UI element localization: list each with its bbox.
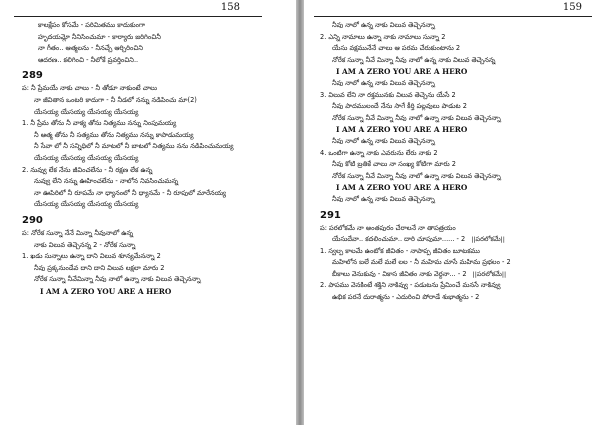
page-number-left: 158 — [220, 2, 240, 13]
english-refrain-line: I AM A ZERO YOU ARE A HERO — [336, 183, 468, 193]
lyric-line: నా ఊపిరిలో నీ రూపమే నా ధ్యానంలో నీ ధ్యానమే - నీ రూపులో మారేనయ్య — [34, 188, 227, 197]
lyric-line: నీవు నాలో ఉన్న నాకు విలువ తెచ్చెనన్నా — [332, 136, 435, 145]
lyric-line: నోరేక సున్నా నీవే మిన్నా నీవు నాలో ఉన్న నాకు విలువ తెచ్చెనన్న — [332, 55, 496, 64]
lyric-line: యేసయ్య యేసయ్య యేసయ్య యేసయ్య — [34, 153, 139, 162]
lyric-line: నీవు పాదములందే నేను సాగే కీర్తి పల్లవులు పాడుట 2 — [332, 102, 467, 111]
lyric-line: నీవు కోటి బ్రతికే చాలు నా సంఖ్య కోటిగా మారు 2 — [332, 160, 457, 169]
right-page-body — [320, 20, 594, 304]
intro-line: ఆదరణ.. కలిగించి - నీలోకే ప్రవర్తించిని.. — [38, 55, 139, 64]
lyric-line: యేసయ్య యేసయ్య యేసయ్య యేసయ్య — [34, 200, 139, 209]
refrain-mark: ||పరలోకమే|| — [472, 269, 507, 278]
lyric-line: ఉభిక పరనే దురాత్మను - ఎదురించి పోరాడే శుభాత్మను - 2 — [332, 293, 480, 302]
song-number-289: 289 — [22, 70, 43, 82]
lyric-line: నోరేక సున్నా నీవేమిన్నా నీవు నాలో ఉన్నా నాకు విలువ తెచ్చెనన్నా — [34, 275, 201, 284]
lyric-text: బీకాలు వెనుకువు - వికాస జీవితం నాకు వెర్దనా... - 2 — [332, 269, 467, 278]
lyric-line: యేసు వక్షమునేనే చాలు ఆ పరమ చేరుకుంటాను 2 — [332, 44, 461, 53]
lyric-line: నోరేక సున్నా నీవే మిన్నా నీవు నాలో ఉన్నా నాకు విలువ తెచ్చెనన్నా — [332, 113, 501, 122]
lyric-line: నాకు విలువ తెచ్చెనన్న 2 - నోరేక సున్నా — [34, 240, 136, 249]
lyric-line: 1. ఖడు సున్నాలు ఉన్నా దాని విలువ శూన్యమేనన్నా 2 — [22, 252, 161, 261]
lyric-line: 2. ఎన్ని నామాలు ఉన్నా నాకు నామాలు సున్నా 2 — [320, 32, 446, 41]
lyric-line: యేసయ్య యేసయ్య యేసయ్య యేసయ్య — [34, 107, 139, 116]
lyric-line: ప: పరలోకమే నా అంతపురం చేరాలనే నా తాపత్రయం — [320, 223, 456, 232]
lyric-line: నోరేక సున్నా నీవే మిన్నా నీవు నాలో ఉన్నా నాకు విలువ తెచ్చెనన్నా — [332, 171, 501, 180]
left-page — [0, 0, 292, 425]
lyric-line: 2. నువ్వు లేక నేను జీవించలేను - నీ రక్షణ లేక ఉన్న — [22, 165, 153, 174]
lyric-line: నీ సేవా లో నీ సన్నిధిలో నీ మాటలో నీ బాటలో నిత్యము నను నడిపించుమయ్య — [34, 142, 234, 151]
song-number-290: 290 — [22, 214, 43, 226]
lyric-line: 1. స్వల్ప కాలమే ఉంటోక జీవితం - నాపాప్ప జీవితం బూటకము — [320, 246, 480, 255]
lyric-line: 2. పాపము వెనకింటే శక్తిని నాకివ్వు - పడుటను ప్రేమించే మనసే నాకివ్వు — [320, 281, 501, 290]
lyric-text: యేసుదేవా.. కదలించుమా.. దారి చూపుమా...... - 2 — [332, 235, 466, 244]
lyric-line: ప: నీ ప్రేమయే నాకు చాలు - నీ తోడూ నాకుంటే చాలు — [22, 84, 157, 93]
lyric-line: నీ ఆత్మ తోను నీ సత్యము తోను నిత్యము నన్ను కాపాడుమయ్య — [34, 130, 194, 139]
lyric-line: 1. నీ ప్రేమ తోను నీ వాక్య తోను నిత్యము నన్ను నింపుమయ్య — [22, 119, 177, 128]
english-refrain-line: I AM A ZERO YOU ARE A HERO — [40, 286, 172, 296]
lyric-line: నువ్వు లేని నన్ను ఊహించలేను - నాలోన నివసించుమన్న — [34, 177, 179, 186]
lyric-line: 3. విలువ లేని నా రక్తమునకు విలువ తెచ్చెను యేసే 2 — [320, 90, 456, 99]
lyric-line: నీవు నాలో ఉన్న నాకు విలువ తెచ్చెనన్నా — [332, 21, 435, 29]
header-rule-right — [314, 16, 592, 17]
lyric-line: నీవు నాలో ఉన్న నాకు విలువ తెచ్చెనన్నా — [332, 78, 435, 87]
book-gutter — [296, 0, 304, 425]
lyric-line: మహిలోన బలే మలే మలే లల - నీ మహిమ చూసే మహిమ ప్రభలం - 2 — [332, 258, 511, 267]
lyric-line — [320, 234, 594, 246]
right-page — [308, 0, 600, 425]
lyric-line: 4. ఒంటిగా ఉన్నా నాకు ఎవరును లేరు నాకు 2 — [320, 148, 438, 157]
page-number-right: 159 — [562, 2, 582, 13]
left-page-body — [22, 20, 284, 297]
refrain-mark: ||పరలోకమే|| — [471, 235, 505, 244]
intro-line: హృదయమ్లో నీనిసించుమా - కార్యారు జరిగించినీ — [38, 32, 161, 41]
lyric-line — [320, 269, 594, 281]
lyric-line: నీవు నాలో ఉన్న నాకు విలువ తెచ్చెనన్నా — [332, 194, 435, 203]
english-refrain-line: I AM A ZERO YOU ARE A HERO — [336, 125, 468, 135]
lyric-line: ప: నోరేక సున్నా నేనే మిన్నా నీవునాలో ఉన్న — [22, 228, 134, 237]
intro-line: నా గీతం.. ఆత్మలను - నీనచ్చే ఆర్చిరించిని — [38, 44, 144, 53]
intro-line: కాలక్షేపం కోసమే - పరిమితము కాదుకుంగా — [38, 21, 146, 29]
header-rule-left — [14, 16, 262, 17]
lyric-line: నా జీవితాన ఒంటరి కాదుగా - నీ నీడలో నన్ను నడిపించు మా(2) — [34, 95, 197, 104]
song-number-291: 291 — [320, 209, 341, 221]
lyric-line: నీవు ప్రక్కనుండేవ దాని దాని విలువ లక్షలా మారు 2 — [34, 263, 165, 272]
english-refrain-line: I AM A ZERO YOU ARE A HERO — [336, 67, 468, 77]
